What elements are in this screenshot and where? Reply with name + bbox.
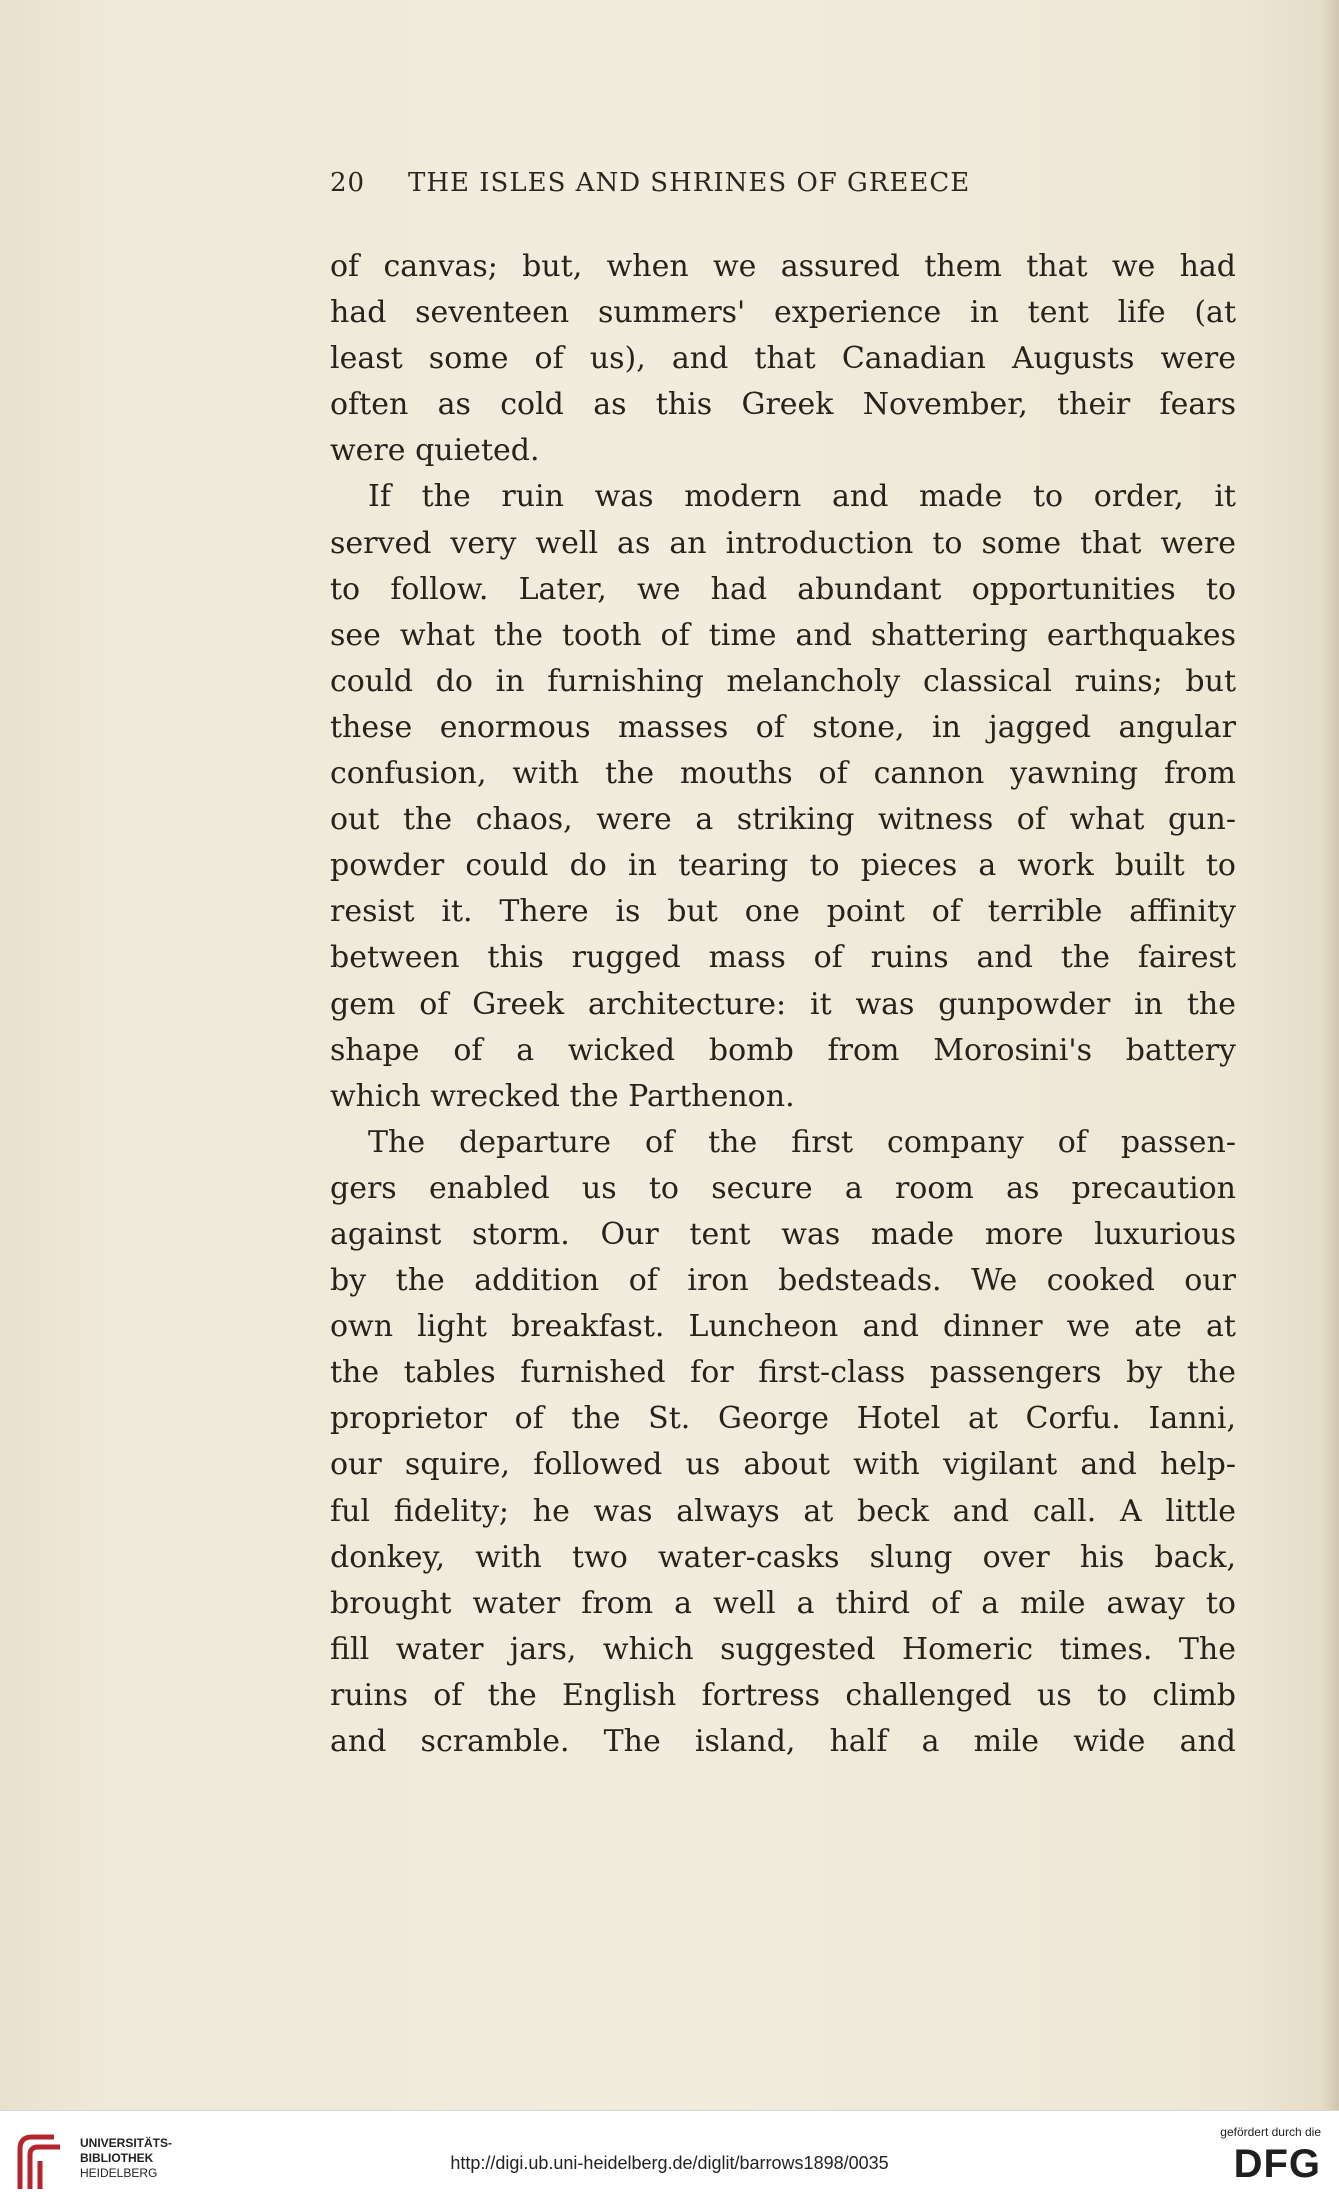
running-title: THE ISLES AND SHRINES OF GREECE — [408, 168, 971, 198]
text-line: these enormous masses of stone, in jagged angular — [330, 709, 1236, 745]
text-line: The departure of the first company of passen- — [368, 1124, 1236, 1160]
text-line: of canvas; but, when we assured them that we had — [330, 249, 1236, 284]
text-line: fill water jars, which suggested Homeric times. The — [330, 1631, 1236, 1667]
text-line: resist it. There is but one point of terrible affinity — [330, 894, 1236, 930]
text-line: own light breakfast. Luncheon and dinner we ate at — [330, 1309, 1236, 1345]
permalink-url[interactable]: http://digi.ub.uni-heidelberg.de/diglit/barrows1898/0035 — [450, 2153, 889, 2173]
text-line: ful fidelity; he was always at beck and call. A little — [330, 1493, 1236, 1529]
text-line: powder could do in tearing to pieces a work built to — [330, 848, 1236, 884]
running-head — [330, 168, 1110, 198]
text-line: out the chaos, were a striking witness of what gun- — [330, 802, 1236, 838]
text-line: which wrecked the Parthenon. — [330, 1078, 795, 1114]
library-name-line: HEIDELBERG — [80, 2166, 158, 2180]
funder-label: gefördert durch die — [1220, 2125, 1321, 2139]
viewer-footer — [0, 2110, 1339, 2208]
text-line: by the addition of iron bedsteads. We cooked our — [330, 1263, 1236, 1299]
funder-credit — [1220, 2125, 1321, 2187]
text-line: against storm. Our tent was made more luxurious — [330, 1216, 1236, 1252]
text-line: donkey, with two water-casks slung over his back, — [330, 1539, 1236, 1575]
text-line: our squire, followed us about with vigilant and help- — [330, 1447, 1236, 1483]
library-name-line: BIBLIOTHEK — [80, 2151, 154, 2165]
text-line: the tables furnished for first-class passengers by the — [330, 1355, 1236, 1391]
text-line: often as cold as this Greek November, their fears — [330, 387, 1236, 423]
page-number: 20 — [330, 168, 366, 198]
text-line: gem of Greek architecture: it was gunpowder in the — [330, 986, 1236, 1022]
text-line: ruins of the English fortress challenged us to climb — [330, 1677, 1236, 1713]
text-line: see what the tooth of time and shattering earthquakes — [330, 617, 1236, 653]
text-line: gers enabled us to secure a room as precaution — [330, 1170, 1236, 1206]
text-line: brought water from a well a third of a mile away to — [330, 1585, 1236, 1621]
text-line: served very well as an introduction to some that were — [330, 525, 1236, 561]
text-line: to follow. Later, we had abundant opportunities to — [330, 571, 1236, 607]
library-name-line: UNIVERSITÄTS- — [80, 2136, 173, 2150]
text-line: shape of a wicked bomb from Morosini's battery — [330, 1032, 1236, 1068]
text-line: had seventeen summers' experience in tent life (at — [330, 295, 1236, 331]
body-text — [330, 244, 1236, 1765]
text-line: between this rugged mass of ruins and the fairest — [330, 940, 1236, 976]
text-line: least some of us), and that Canadian Augusts were — [330, 341, 1236, 377]
text-line: If the ruin was modern and made to order, it — [368, 479, 1236, 515]
text-line: were quieted. — [330, 433, 540, 469]
text-line: confusion, with the mouths of cannon yawning from — [330, 756, 1236, 792]
text-line: could do in furnishing melancholy classical ruins; but — [330, 663, 1236, 699]
text-line: proprietor of the St. George Hotel at Corfu. Ianni, — [330, 1401, 1236, 1437]
text-line: and scramble. The island, half a mile wide and — [330, 1724, 1236, 1759]
dfg-logo: DFG — [1233, 2142, 1321, 2186]
